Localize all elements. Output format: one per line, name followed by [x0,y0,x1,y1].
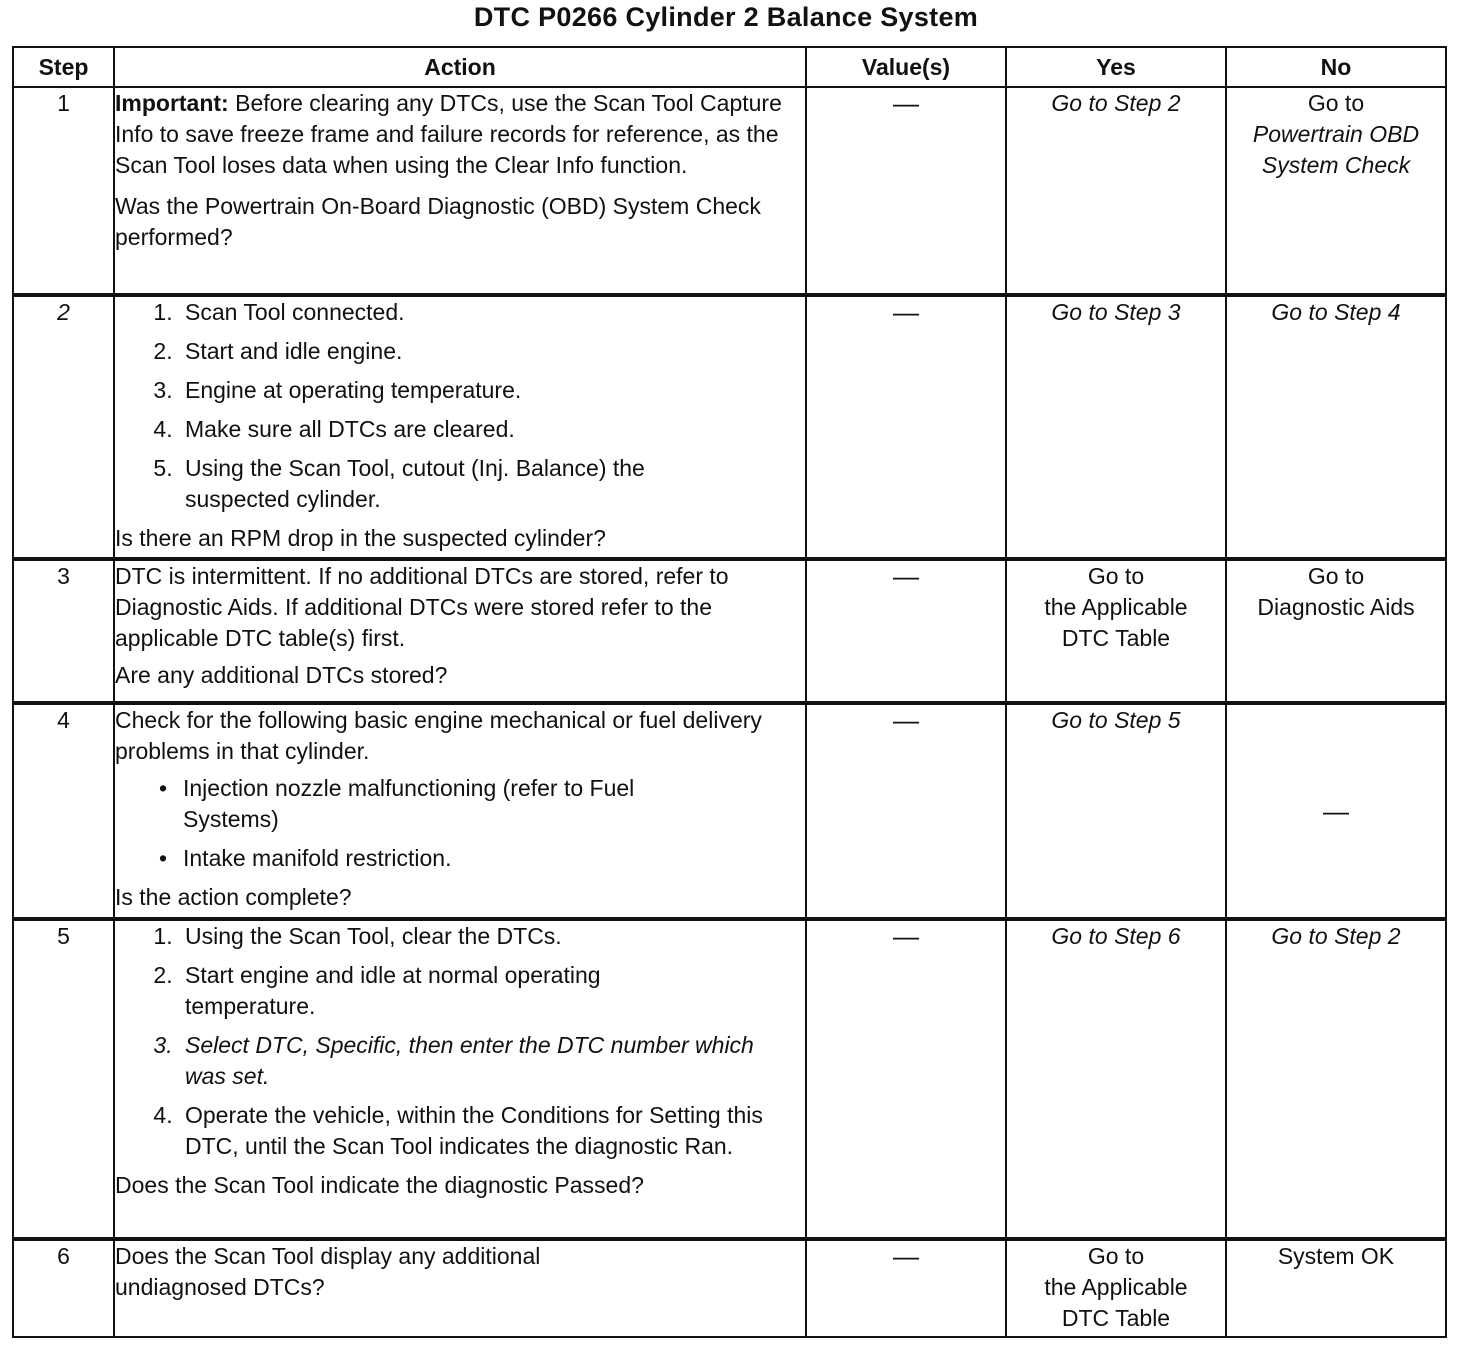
step-value: — [806,703,1006,919]
page-title: DTC P0266 Cylinder 2 Balance System [473,2,979,32]
check-item: • Intake manifold restriction. [183,843,805,874]
header-yes: Yes [1006,47,1226,87]
step-number: 6 [13,1239,114,1337]
instruction-item: 4. Operate the vehicle, within the Conditions for Setting this DTC, until the Scan Tool indicates the diagnostic Ran. [179,1100,805,1162]
table-row-step-3 [13,559,1446,703]
important-text: Before clearing any DTCs, use the Scan Tool Capture Info to save freeze frame and failure records for reference, as the Scan Tool loses data when using the Clear Info function. [115,90,782,178]
yes-action-line: DTC Table [1061,1305,1171,1331]
yes-action: Go to Step 6 [1006,919,1226,1239]
step-action [114,703,806,919]
table-row-step-6 [13,1239,1446,1337]
yes-action-line: DTC Table [1061,625,1171,651]
no-action [1226,559,1446,703]
instruction-item: 2. Start engine and idle at normal operating temperature. [179,960,805,1022]
important-note [115,88,805,181]
no-action: System OK [1226,1239,1446,1337]
step-action [114,295,806,559]
yes-action: Go to Step 3 [1006,295,1226,559]
step-instructions [115,297,805,515]
header-step: Step [13,47,114,87]
instruction-item: 1. Using the Scan Tool, clear the DTCs. [179,921,805,952]
no-action-line: Go to [1307,563,1365,589]
step-question: Does the Scan Tool display any additional undiagnosed DTCs? [115,1243,541,1300]
yes-action-line: the Applicable [1044,1274,1188,1300]
no-action-line: Diagnostic Aids [1257,594,1415,620]
table-row-step-2 [13,295,1446,559]
table-row-step-5 [13,919,1446,1239]
header-no: No [1226,47,1446,87]
step-value: — [806,559,1006,703]
yes-action-line: the Applicable [1044,594,1188,620]
check-list [115,773,805,874]
step-text: DTC is intermittent. If no additional DTCs are stored, refer to Diagnostic Aids. If additional DTCs were stored refer to the applicable DTC table(s) first. [115,563,729,651]
no-action [1226,87,1446,295]
step-text: Check for the following basic engine mechanical or fuel delivery problems in that cylinder. [115,707,762,764]
table-header-row [13,47,1446,87]
no-action: Go to Step 4 [1226,295,1446,559]
step-number: 2 [13,295,114,559]
step-number: 5 [13,919,114,1239]
header-values: Value(s) [806,47,1006,87]
step-question: Is the action complete? [115,884,352,910]
step-number: 3 [13,559,114,703]
yes-action: Go to Step 5 [1006,703,1226,919]
step-value: — [806,1239,1006,1337]
yes-action: Go to Step 2 [1006,87,1226,295]
no-action: — [1226,703,1446,919]
step-number: 4 [13,703,114,919]
step-action [114,559,806,703]
step-value: — [806,919,1006,1239]
step-question: Are any additional DTCs stored? [115,662,448,688]
yes-action-line: Go to [1087,1243,1145,1269]
table-row-step-4 [13,703,1446,919]
step-action [114,87,806,295]
header-action: Action [114,47,806,87]
instruction-item: 3. Engine at operating temperature. [179,375,805,406]
check-item: • Injection nozzle malfunctioning (refer to Fuel Systems) [183,773,805,835]
step-value: — [806,87,1006,295]
no-action-link: Powertrain OBD System Check [1252,121,1420,178]
diagnostic-table [12,46,1447,1338]
step-question: Was the Powertrain On-Board Diagnostic (OBD) System Check performed? [115,193,761,250]
instruction-item: 5. Using the Scan Tool, cutout (Inj. Balance) the suspected cylinder. [179,453,805,515]
step-question: Does the Scan Tool indicate the diagnostic Passed? [115,1172,644,1198]
yes-action [1006,559,1226,703]
no-action: Go to Step 2 [1226,919,1446,1239]
yes-action [1006,1239,1226,1337]
instruction-item: 1. Scan Tool connected. [179,297,805,328]
table-row-step-1 [13,87,1446,295]
yes-action-line: Go to [1087,563,1145,589]
instruction-item: 2. Start and idle engine. [179,336,805,367]
important-label: Important: [115,90,229,116]
step-question: Is there an RPM drop in the suspected cylinder? [115,525,606,551]
step-instructions [115,921,805,1162]
step-action [114,919,806,1239]
instruction-item: 4. Make sure all DTCs are cleared. [179,414,805,445]
no-action-line: Go to [1307,90,1365,116]
instruction-item: 3. Select DTC, Specific, then enter the DTC number which was set. [179,1030,805,1092]
step-value: — [806,295,1006,559]
step-number: 1 [13,87,114,295]
step-action [114,1239,806,1337]
